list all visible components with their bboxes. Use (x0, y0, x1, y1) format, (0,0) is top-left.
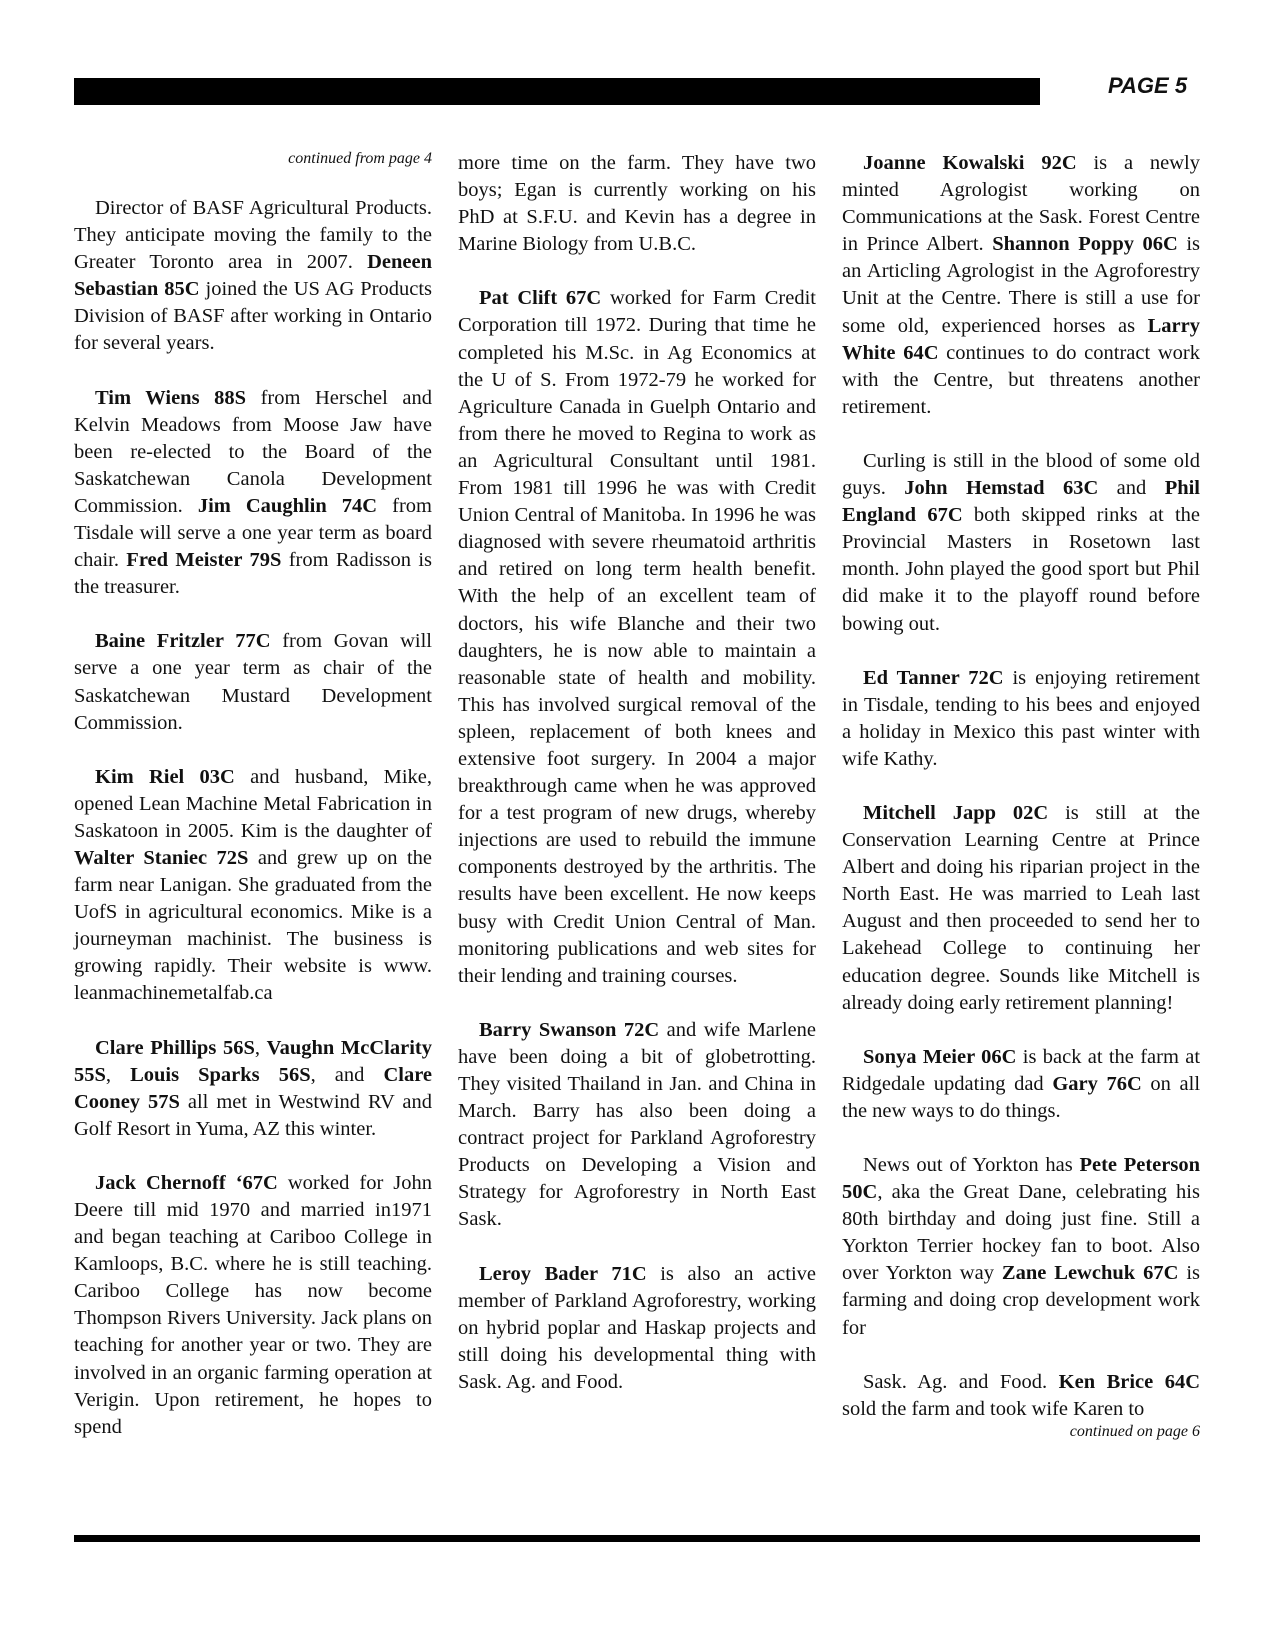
alumni-name: Pete Peterson 50C (842, 1154, 1201, 1204)
alumni-name: Ed Tanner 72C (863, 666, 1004, 689)
alumni-name: Deneen Sebastian 85C (74, 251, 433, 301)
alumni-name: Zane Lewchuk 67C (1001, 1262, 1179, 1285)
paragraph: Leroy Bader 71C is also an active member of Parkland Agroforestry, working on hybrid poplar and Haskap projects and still doing his developmental thing with Sask. Ag. and Food. (458, 1262, 816, 1393)
continued-from-note: continued from page 4 (288, 150, 432, 167)
paragraph: Mitchell Japp 02C is still at the Conservation Learning Centre at Prince Albert and doing his riparian project in the North East. He was married to Leah last August and then proceeded to send her to Lakehead College to continuing her education degree. Sounds like Mitchell is already doing early retirement planning! (842, 801, 1200, 1014)
alumni-name: Larry White 64C (842, 314, 1200, 364)
alumni-name: Kim Riel 03C (95, 765, 235, 788)
continued-to-note: continued on page 6 (1069, 1422, 1200, 1440)
alumni-name: Barry Swanson 72C (479, 1018, 660, 1041)
paragraph: Baine Fritzler 77C from Govan will serve a one year term as chair of the Saskatchewan Mustard Development Commission. (74, 630, 432, 734)
alumni-name: Pat Clift 67C (479, 287, 602, 310)
alumni-name: Gary 76C (1052, 1072, 1142, 1095)
paragraph: Sonya Meier 06C is back at the farm at Ridgedale updating dad Gary 76C on all the new ways to do things. (842, 1045, 1201, 1122)
alumni-name: Joanne Kowalski 92C (863, 152, 1077, 174)
paragraph: Barry Swanson 72C and wife Marlene have been doing a bit of globetrotting. They visited Thailand in Jan. and China in March. Barry has also been doing a contract project for Parkland Agroforestry Products on Developing a Vision and Strategy for Agroforestry in North East Sask. (458, 1018, 816, 1231)
alumni-name: John Hemstad 63C (904, 477, 1099, 500)
alumni-name: Clare Phillips 56S (95, 1036, 255, 1059)
alumni-name: Ken Brice 64C (1058, 1370, 1201, 1393)
alumni-name: Baine Fritzler 77C (95, 630, 271, 653)
paragraph: Director of BASF Agricultural Products. They anticipate moving the family to the Greater Toronto area in 2007. Deneen Sebastian 85C joined the US AG Products Division of BASF after working in Ontario for several years. (74, 197, 433, 355)
alumni-name: Leroy Bader 71C (479, 1262, 647, 1285)
alumni-name: Fred Meister 79S (126, 549, 282, 572)
paragraph: more time on the farm. They have two boys; Egan is currently working on his PhD at S.F.U. and Kevin has a degree in Marine Biology from U.B.C. (458, 152, 816, 256)
alumni-name: Walter Staniec 72S (74, 846, 249, 869)
paragraph: Jack Chernoff ‘67C worked for John Deere till mid 1970 and married in1971 and began teaching at Cariboo College in Kamloops, B.C. where he is still teaching. Cariboo College has now become Thompson Rivers University. Jack plans on teaching for another year or two. They are involved in an organic farming operation at Verigin. Upon retirement, he hopes to spend (74, 1171, 432, 1438)
paragraph: Curling is still in the blood of some old guys. John Hemstad 63C and Phil England 67C both skipped rinks at the Provincial Masters in Rosetown last month. John played the good sport but Phil did make it to the playoff round before bowing out. (842, 449, 1201, 635)
page-number: PAGE 5 (1108, 73, 1188, 98)
column-2 (458, 150, 816, 1396)
alumni-name: Shannon Poppy 06C (992, 233, 1178, 256)
alumni-name: Mitchell Japp 02C (863, 801, 1049, 824)
alumni-name: Jim Caughlin 74C (197, 494, 378, 517)
alumni-name: Jack Chernoff ‘67C (95, 1171, 278, 1194)
alumni-name: Tim Wiens 88S (95, 386, 247, 409)
paragraph: Pat Clift 67C worked for Farm Credit Corporation till 1972. During that time he completed his M.Sc. in Ag Economics at the U of S. From 1972-79 he worked for Agriculture Canada in Guelph Ontario and from there he moved to Regina to work as an Agricultural Consultant until 1981. From 1981 till 1996 he was with Credit Union Central of Manitoba. In 1996 he was diagnosed with severe rheumatoid arthritis and retired on long term health benefit. With the help of an excellent team of doctors, his wife Blanche and their two daughters, he is now able to maintain a reasonable state of health and mobility. This has involved surgical removal of the spleen, replacement of both knees and extensive foot surgery. In 2004 a major breakthrough came when he was approved for a test program of new drugs, whereby injections are used to rebuild the immune components destroyed by the arthritis. The results have been excellent. He now keeps busy with Credit Union Central of Man. monitoring publications and web sites for their lending and training courses. (458, 287, 816, 987)
paragraph: Clare Phillips 56S, Vaughn McClarity 55S, Louis Sparks 56S, and Clare Cooney 57S all met in Westwind RV and Golf Resort in Yuma, AZ this winter. (74, 1036, 433, 1140)
alumni-name: Clare Cooney 57S (74, 1063, 433, 1113)
footer-rule (74, 1535, 1200, 1542)
alumni-name: Vaughn McClarity 55S (74, 1036, 432, 1086)
column-3 (842, 150, 1200, 1468)
paragraph: Kim Riel 03C and husband, Mike, opened Lean Machine Metal Fabrication in Saskatoon in 2005. Kim is the daughter of Walter Staniec 72S and grew up on the farm near Lanigan. She graduated from the UofS in agricultural economics. Mike is a journeyman machinist. The business is growing rapidly. Their website is www. leanmachinemetalfab.ca (74, 765, 432, 1005)
paragraph: News out of Yorkton has Pete Peterson 50C, aka the Great Dane, celebrating his 80th birthday and doing just fine. Still a Yorkton Terrier hockey fan to boot. Also over Yorkton way Zane Lewchuk 67C is farming and doing crop development work for (842, 1154, 1201, 1339)
alumni-name: Phil England 67C (842, 477, 1201, 527)
paragraph: Sask. Ag. and Food. Ken Brice 64C sold the farm and took wife Karen to (842, 1370, 1201, 1420)
header-rule (74, 78, 1040, 105)
paragraph: Joanne Kowalski 92C is a newly minted Agrologist working on Communications at the Sask. Forest Centre in Prince Albert. Shannon Poppy 06C is an Articling Agrologist in the Agroforestry Unit at the Centre. There is still a use for some old, experienced horses as Larry White 64C continues to do contract work with the Centre, but threatens another retirement. (842, 152, 1201, 418)
alumni-name: Louis Sparks 56S (130, 1063, 311, 1086)
column-1 (74, 150, 432, 1441)
alumni-name: Sonya Meier 06C (863, 1045, 1017, 1068)
paragraph: Tim Wiens 88S from Herschel and Kelvin Meadows from Moose Jaw have been re-elected to the Board of the Saskatchewan Canola Development Commission. Jim Caughlin 74C from Tisdale will serve a one year term as board chair. Fred Meister 79S from Radisson is the treasurer. (74, 386, 433, 599)
paragraph: Ed Tanner 72C is enjoying retirement in Tisdale, tending to his bees and enjoyed a holiday in Mexico this past winter with wife Kathy. (842, 666, 1200, 770)
